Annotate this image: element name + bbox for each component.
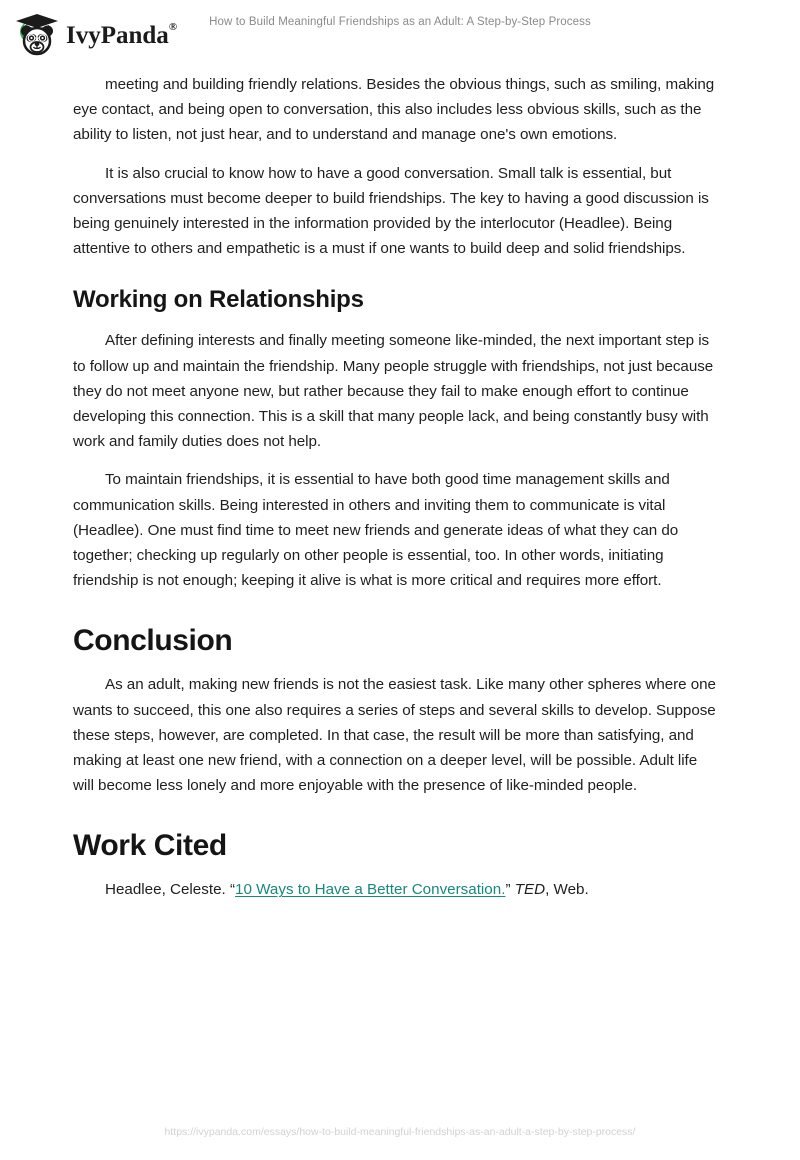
heading-spacer [73, 659, 721, 672]
paragraph-spacer [73, 454, 721, 467]
heading-spacer [73, 798, 721, 828]
citation-link-title: 10 Ways to Have a Better Conversation [235, 881, 502, 899]
paragraph-maintain: To maintain friendships, it is essential to have both good time management skills and communication skills. Being interested in others and inviting them to communicate is vital (Headlee). One must find time to meet new friends and generate ideas of what they can do together; checking up regularly on other people is essential, too. In other words, initiating friendship is not enough; keeping it alive is what is more critical and requires more effort. [73, 471, 679, 590]
citation-suffix: , Web. [545, 881, 589, 899]
paragraph-conversation: It is also crucial to know how to have a good conversation. Small talk is essential, but conversations must become deeper to build friendships. The key to having a good discussion is being genuinely interested in the information provided by the interlocutor (Headlee). Being attentive to others and empathetic is a must if one wants to build deep and solid friendships. [73, 164, 709, 258]
section-heading-conclusion: Conclusion [73, 624, 233, 658]
citation-author: Headlee, Celeste. “ [105, 881, 236, 899]
paragraph-spacer [73, 148, 721, 161]
site-logo-text: IvyPanda® [66, 21, 178, 49]
section-heading-work-cited: Work Cited [73, 829, 227, 863]
heading-spacer [73, 593, 721, 623]
work-cited-entry [73, 877, 721, 902]
registered-trademark-symbol: ® [168, 21, 178, 34]
document-header-title: How to Build Meaningful Friendships as an Adult: A Step-by-Step Process [209, 16, 591, 28]
citation-source-link[interactable] [235, 881, 505, 898]
heading-spacer [73, 315, 721, 328]
paragraph-continued: meeting and building friendly relations. Besides the obvious things, such as smiling, making eye contact, and being open to conversation, this also includes less obvious skills, such as the ability to listen, not just hear, and to understand and manage one's own emotions. [73, 76, 715, 144]
document-body [73, 72, 721, 903]
page-header [0, 0, 800, 62]
heading-spacer [73, 864, 721, 877]
citation-link-period: . [501, 881, 506, 899]
footer-source-url[interactable]: https://ivypanda.com/essays/how-to-build-meaningful-friendships-as-an-adult-a-step-by-step-process/ [164, 1126, 636, 1138]
citation-close-quote: ” [505, 881, 515, 899]
heading-spacer [73, 261, 721, 285]
paragraph-conclusion: As an adult, making new friends is not the easiest task. Like many other spheres where one wants to succeed, this one also requires a series of steps and several skills to develop. Suppose these steps, however, are completed. In that case, the result will be more than satisfying, and making at least one new friend, with a connection on a deeper level, will be possible. Adult life will become less lonely and more enjoyable with the presence of like-minded people. [73, 676, 716, 795]
citation-publisher: TED [514, 881, 546, 899]
paragraph-follow-up: After defining interests and finally meeting someone like-minded, the next important step is to follow up and maintain the friendship. Many people struggle with friendships, not just because they do not meet anyone new, but rather because they fail to make enough effort to continue developing this connection. This is a skill that many people lack, and being constantly busy with work and family duties does not help. [73, 332, 714, 451]
section-heading-working-on-relationships: Working on Relationships [73, 286, 364, 314]
